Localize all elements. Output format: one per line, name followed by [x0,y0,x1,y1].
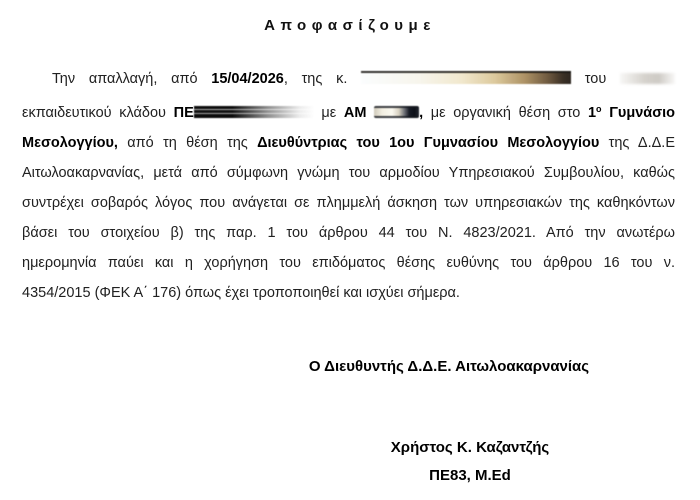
paragraph-line [22,278,675,308]
decision-paragraph [22,64,675,308]
redacted-registry-number-bar [374,106,419,118]
text-segment: ΑΜ [343,105,367,121]
text-segment: με [313,105,344,121]
text-segment: από τη θέση της [117,135,258,151]
text-segment: του [571,71,620,87]
text-segment: , της κ. [283,71,362,87]
paragraph-line [22,248,675,278]
text-segment: ημερομηνία παύει και η χορήγηση του επιδόματος θέσης ευθύνης του άρθρου 16 του ν. [22,255,675,271]
paragraph-line [22,128,675,158]
text-segment: , [419,105,424,121]
signature-credentials: ΠΕ83, M.Ed [429,467,511,484]
text-segment: Γυμνάσιο [601,105,675,121]
text-segment: συντρέχει σοβαρός λόγος που ανάγεται σε πλημμελή άσκηση των υπηρεσιακών της καθηκόντων [22,195,675,211]
paragraph-line [22,188,675,218]
signature-block [270,434,670,490]
decision-title: Αποφασίζουμε [264,17,436,34]
redacted-person-name-bar [361,71,571,84]
text-segment: βάσει του στοιχείου β) της παρ. 1 του άρθρου 44 του Ν. 4823/2021. Από την ανωτέρω [22,225,675,241]
text-segment: 15/04/2026 [211,71,284,87]
text-segment: Την απαλλαγή, από [52,71,212,87]
signature-role: Ο Διευθυντής Δ.Δ.Ε. Αιτωλοακαρνανίας [308,358,590,375]
text-segment: Διευθύντριας του 1ου Γυμνασίου Μεσολογγίου [257,135,600,151]
text-segment: με οργανική θέση στο [423,105,588,121]
text-segment: 4354/2015 (ΦΕΚ Α΄ 176) όπως έχει τροποποιηθεί και ισχύει σήμερα. [22,285,460,301]
paragraph-line [22,158,675,188]
redacted-specialty-code-bar [194,106,314,118]
text-segment: 1 [587,105,597,121]
text-segment [366,105,374,121]
text-segment: Αιτωλοακαρνανίας, μετά από σύμφωνη γνώμη του αρμοδίου Υπηρεσιακού Συμβουλίου, καθώς [22,165,675,181]
paragraph-line [22,94,675,128]
paragraph-line [22,64,675,94]
text-segment: Μεσολογγίου, [22,135,118,151]
paragraph-line [22,218,675,248]
signature-name: Χρήστος Κ. Καζαντζής [390,439,550,456]
text-segment: ΠΕ [173,105,194,121]
text-segment: της Δ.Δ.Ε [599,135,675,151]
text-segment: ο [596,104,602,114]
redacted-father-name-bar [620,73,675,84]
text-segment: εκπαιδευτικού κλάδου [22,105,174,121]
